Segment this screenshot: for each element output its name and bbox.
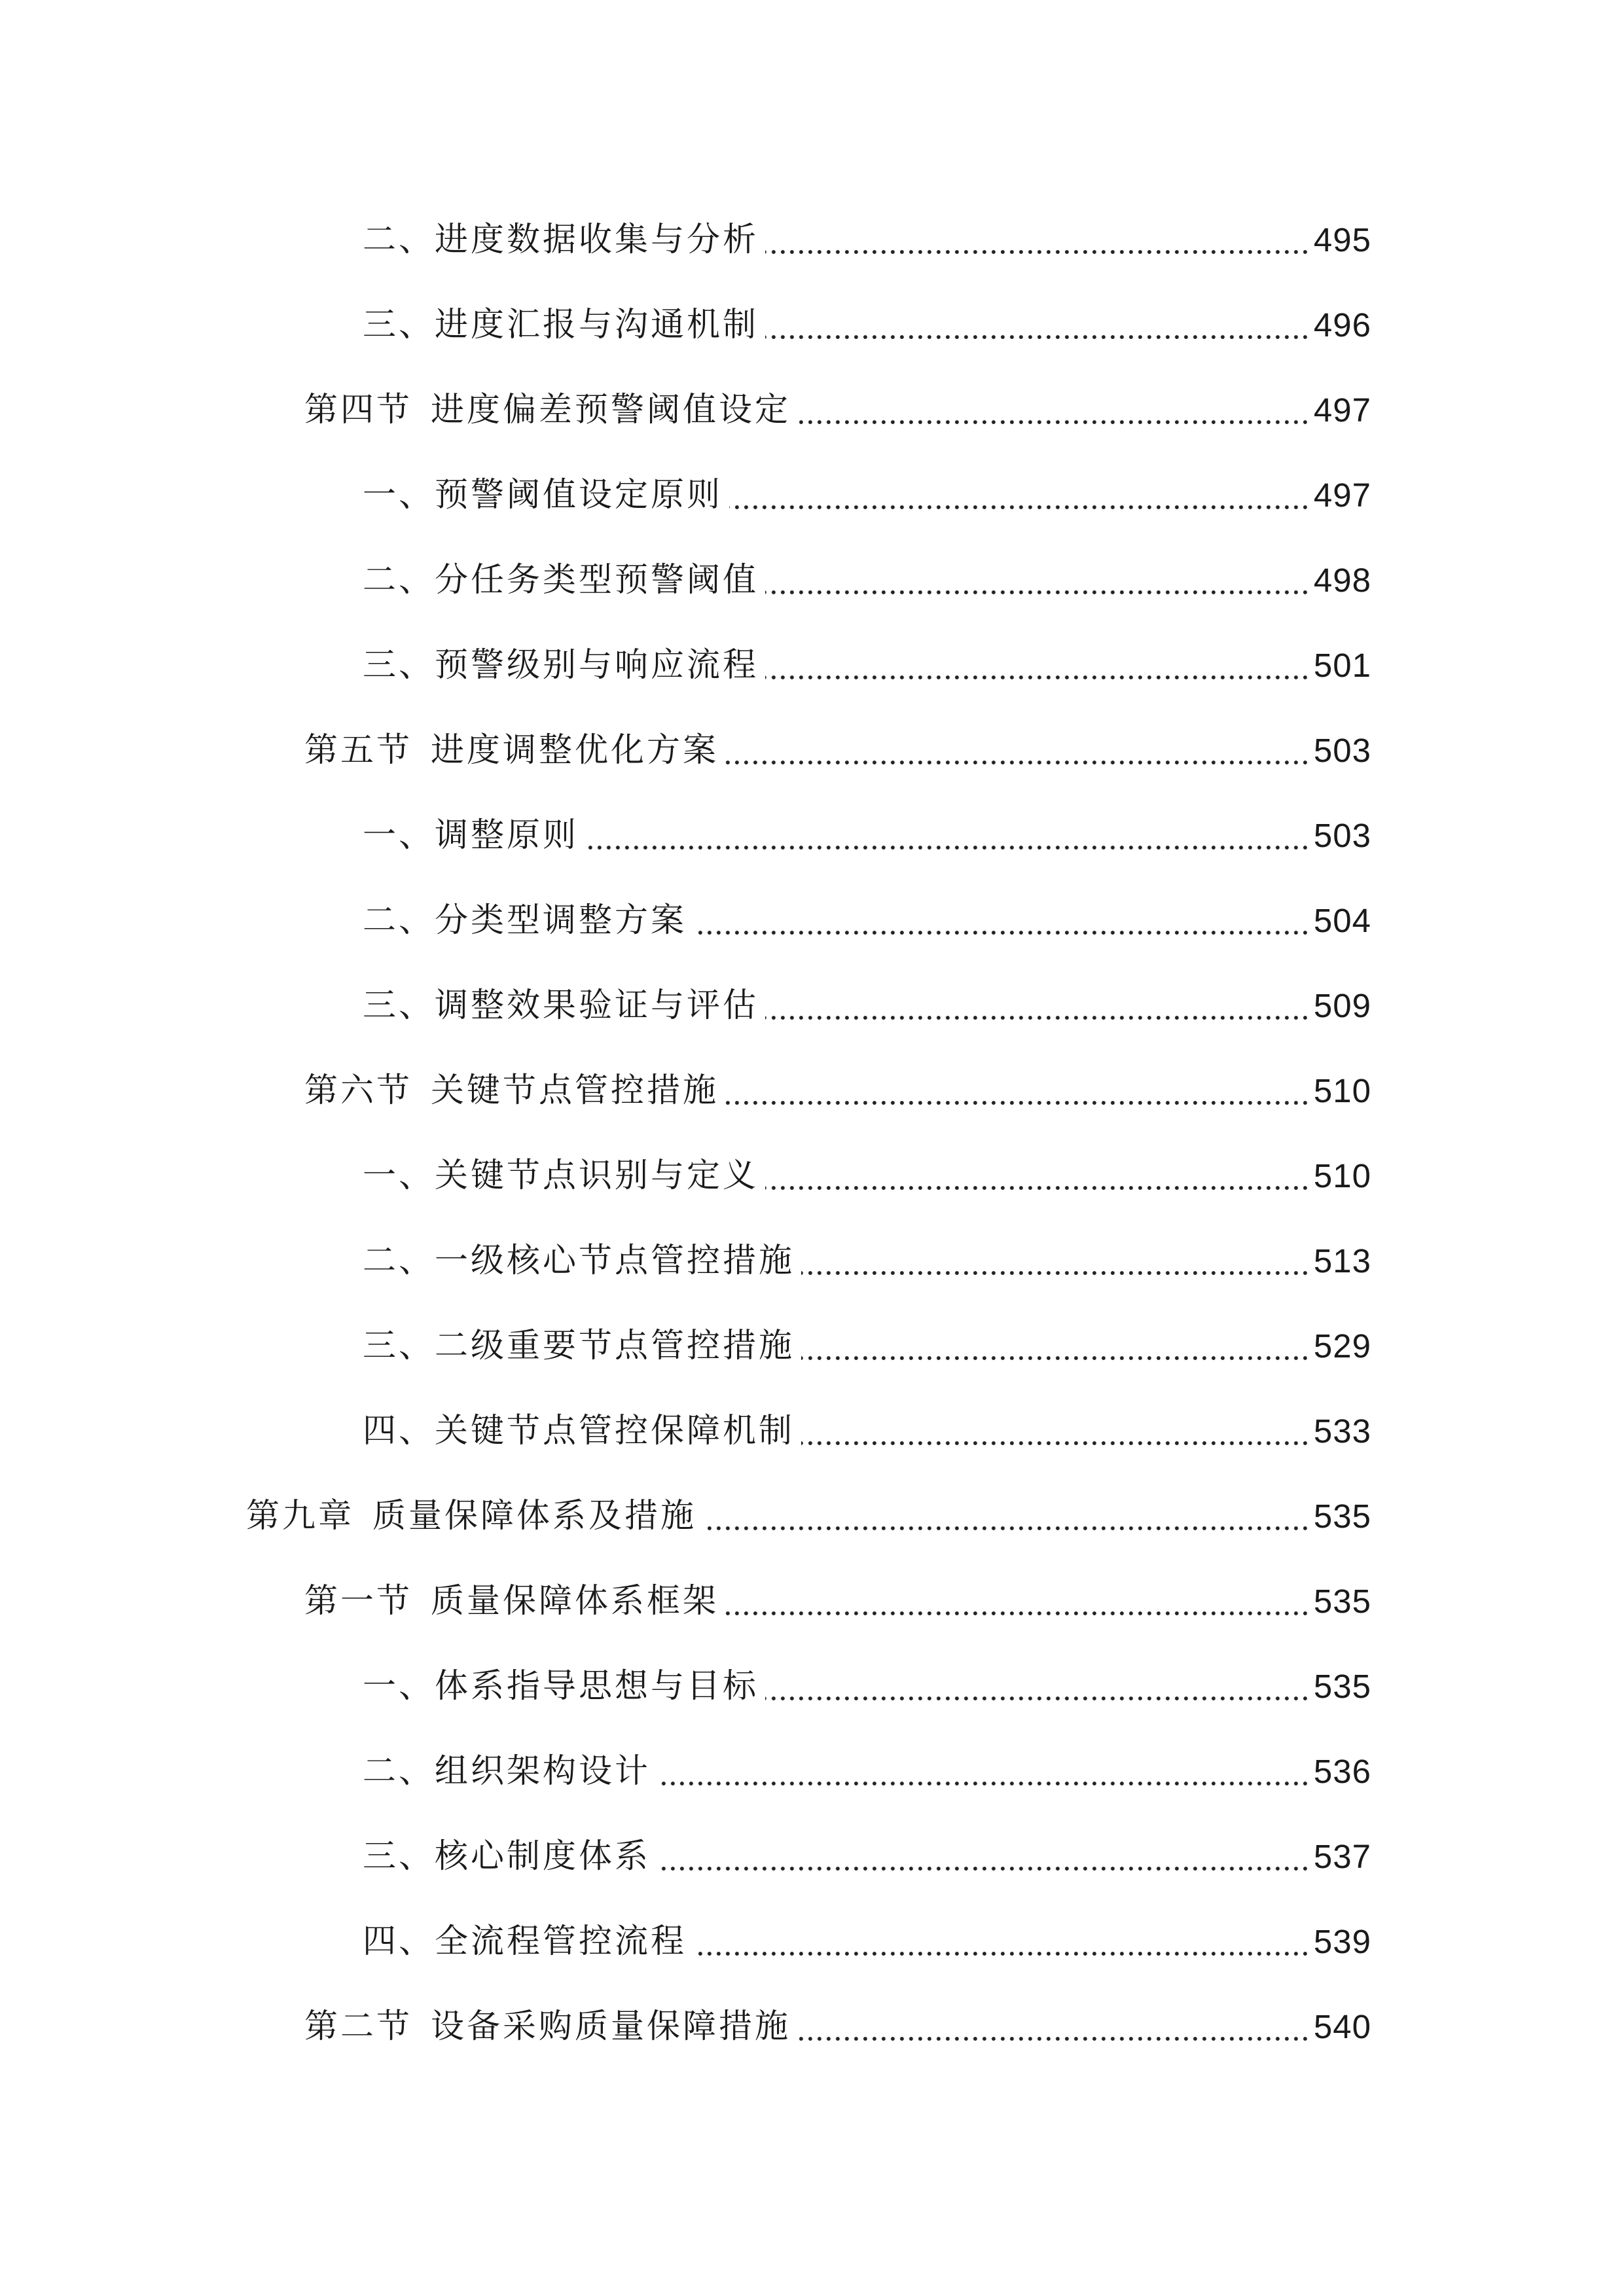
toc-entry-number: 第二节: [304, 2007, 413, 2046]
dot-leader: [765, 1695, 1310, 1702]
toc-page-number: 535: [1313, 1583, 1371, 1620]
toc-entry[interactable]: [363, 1402, 1371, 1454]
toc-entry-title: 三、预警级别与响应流程: [363, 646, 759, 685]
toc-entry[interactable]: [363, 1317, 1371, 1369]
toc-page-number: 503: [1313, 732, 1371, 769]
toc-entry-title: 第六节 关键节点管控措施: [304, 1071, 719, 1110]
dot-leader: [693, 929, 1310, 936]
toc-entry[interactable]: [363, 636, 1371, 689]
toc-page-number: 536: [1313, 1753, 1371, 1790]
dot-leader: [801, 1440, 1310, 1446]
toc-entry-title: 第四节 进度偏差预警阈值设定: [304, 391, 791, 429]
dot-leader: [725, 1610, 1310, 1617]
dot-leader: [765, 249, 1310, 255]
toc-entry-title: 二、一级核心节点管控措施: [363, 1242, 795, 1280]
dot-leader: [703, 1525, 1310, 1532]
toc-entry-title: 四、全流程管控流程: [363, 1922, 687, 1961]
dot-leader: [765, 1014, 1310, 1021]
toc-entry-number: 第六节: [304, 1071, 413, 1110]
toc-entry-title: 三、核心制度体系: [363, 1837, 651, 1876]
toc-entry-title: 二、进度数据收集与分析: [363, 221, 759, 259]
dot-leader: [725, 759, 1310, 766]
toc-page-number: 509: [1313, 987, 1371, 1024]
toc-entry-title: 一、预警阈值设定原则: [363, 476, 723, 514]
toc-entry-number: 三、: [363, 646, 435, 685]
toc-entry[interactable]: [304, 721, 1371, 774]
toc-page-number: 501: [1313, 647, 1371, 684]
toc-page-number: 495: [1313, 221, 1371, 259]
toc-entry[interactable]: [304, 381, 1371, 433]
toc-page-number: 503: [1313, 817, 1371, 854]
dot-leader: [801, 1270, 1310, 1276]
toc-page-number: 537: [1313, 1838, 1371, 1875]
toc-entry-number: 二、: [363, 901, 435, 940]
toc-entry-number: 第九章: [246, 1497, 355, 1535]
toc-entry-title: 三、进度汇报与沟通机制: [363, 306, 759, 344]
toc-page-number: 497: [1313, 476, 1371, 514]
toc-page-number: 497: [1313, 391, 1371, 429]
toc-entry[interactable]: [304, 1998, 1371, 2050]
dot-leader: [729, 504, 1310, 511]
dot-leader: [765, 589, 1310, 596]
toc-entry-number: 一、: [363, 1667, 435, 1706]
toc-entry[interactable]: [363, 1912, 1371, 1965]
toc-entry[interactable]: [363, 466, 1371, 518]
toc-entry-title: 一、关键节点识别与定义: [363, 1157, 759, 1195]
dot-leader: [657, 1865, 1310, 1872]
toc-entry-number: 第五节: [304, 731, 413, 770]
toc-entry[interactable]: [363, 1232, 1371, 1284]
toc-entry-title: 四、关键节点管控保障机制: [363, 1412, 795, 1450]
toc-entry[interactable]: [304, 1572, 1371, 1624]
dot-leader: [585, 844, 1310, 851]
dot-leader: [797, 419, 1310, 425]
toc-entry[interactable]: [363, 1827, 1371, 1880]
dot-leader: [657, 1780, 1310, 1787]
dot-leader: [797, 2036, 1310, 2042]
toc-entry-title: 一、体系指导思想与目标: [363, 1667, 759, 1706]
toc-entry[interactable]: [363, 551, 1371, 603]
toc-entry-number: 三、: [363, 1837, 435, 1876]
toc-page-number: 504: [1313, 902, 1371, 939]
toc-entry-number: 二、: [363, 561, 435, 600]
toc-entry[interactable]: [304, 1062, 1371, 1114]
toc-entry-title: 二、分类型调整方案: [363, 901, 687, 940]
toc-entry-number: 四、: [363, 1922, 435, 1961]
toc-entry-title: 二、组织架构设计: [363, 1752, 651, 1791]
toc-entry-title: 三、二级重要节点管控措施: [363, 1327, 795, 1365]
dot-leader: [801, 1355, 1310, 1361]
dot-leader: [765, 674, 1310, 681]
toc-entry-number: 三、: [363, 306, 435, 344]
toc-entry-title: 第一节 质量保障体系框架: [304, 1582, 719, 1621]
toc-entry[interactable]: [363, 891, 1371, 944]
toc-page-number: 535: [1313, 1498, 1371, 1535]
toc-entry-title: 第九章 质量保障体系及措施: [246, 1497, 697, 1535]
toc-entry-number: 四、: [363, 1412, 435, 1450]
toc-page-number: 496: [1313, 306, 1371, 344]
toc-entry-number: 三、: [363, 986, 435, 1025]
toc-entry-number: 一、: [363, 816, 435, 855]
toc-entry-title: 第二节 设备采购质量保障措施: [304, 2007, 791, 2046]
toc-entry-number: 第一节: [304, 1582, 413, 1621]
toc-entry-number: 二、: [363, 1752, 435, 1791]
toc-page-number: 535: [1313, 1668, 1371, 1705]
toc-entry-number: 一、: [363, 476, 435, 514]
toc-entry-number: 二、: [363, 221, 435, 259]
dot-leader: [693, 1950, 1310, 1957]
toc-page-number: 540: [1313, 2008, 1371, 2045]
toc-entry[interactable]: [363, 977, 1371, 1029]
toc-entry[interactable]: [363, 1657, 1371, 1710]
toc-page-number: 533: [1313, 1412, 1371, 1450]
toc-entry-number: 第四节: [304, 391, 413, 429]
toc-entry-number: 三、: [363, 1327, 435, 1365]
dot-leader: [765, 1185, 1310, 1191]
toc-entry-title: 一、调整原则: [363, 816, 579, 855]
toc-entry-title: 三、调整效果验证与评估: [363, 986, 759, 1025]
toc-entry[interactable]: [363, 211, 1371, 263]
toc-entry[interactable]: [363, 296, 1371, 348]
dot-leader: [765, 334, 1310, 340]
toc-entry[interactable]: [363, 1147, 1371, 1199]
toc-entry-title: 第五节 进度调整优化方案: [304, 731, 719, 770]
toc-entry-title: 二、分任务类型预警阈值: [363, 561, 759, 600]
dot-leader: [725, 1100, 1310, 1106]
toc-entry[interactable]: [363, 806, 1371, 859]
toc-page-number: 529: [1313, 1327, 1371, 1365]
toc-entry[interactable]: [246, 1487, 1371, 1539]
toc-entry-number: 一、: [363, 1157, 435, 1195]
toc-page-number: 539: [1313, 1923, 1371, 1960]
toc-entry[interactable]: [363, 1742, 1371, 1795]
toc-page-number: 510: [1313, 1072, 1371, 1109]
toc-page-number: 498: [1313, 562, 1371, 599]
toc-entry-number: 二、: [363, 1242, 435, 1280]
toc-page-number: 513: [1313, 1242, 1371, 1280]
toc-page-number: 510: [1313, 1157, 1371, 1194]
